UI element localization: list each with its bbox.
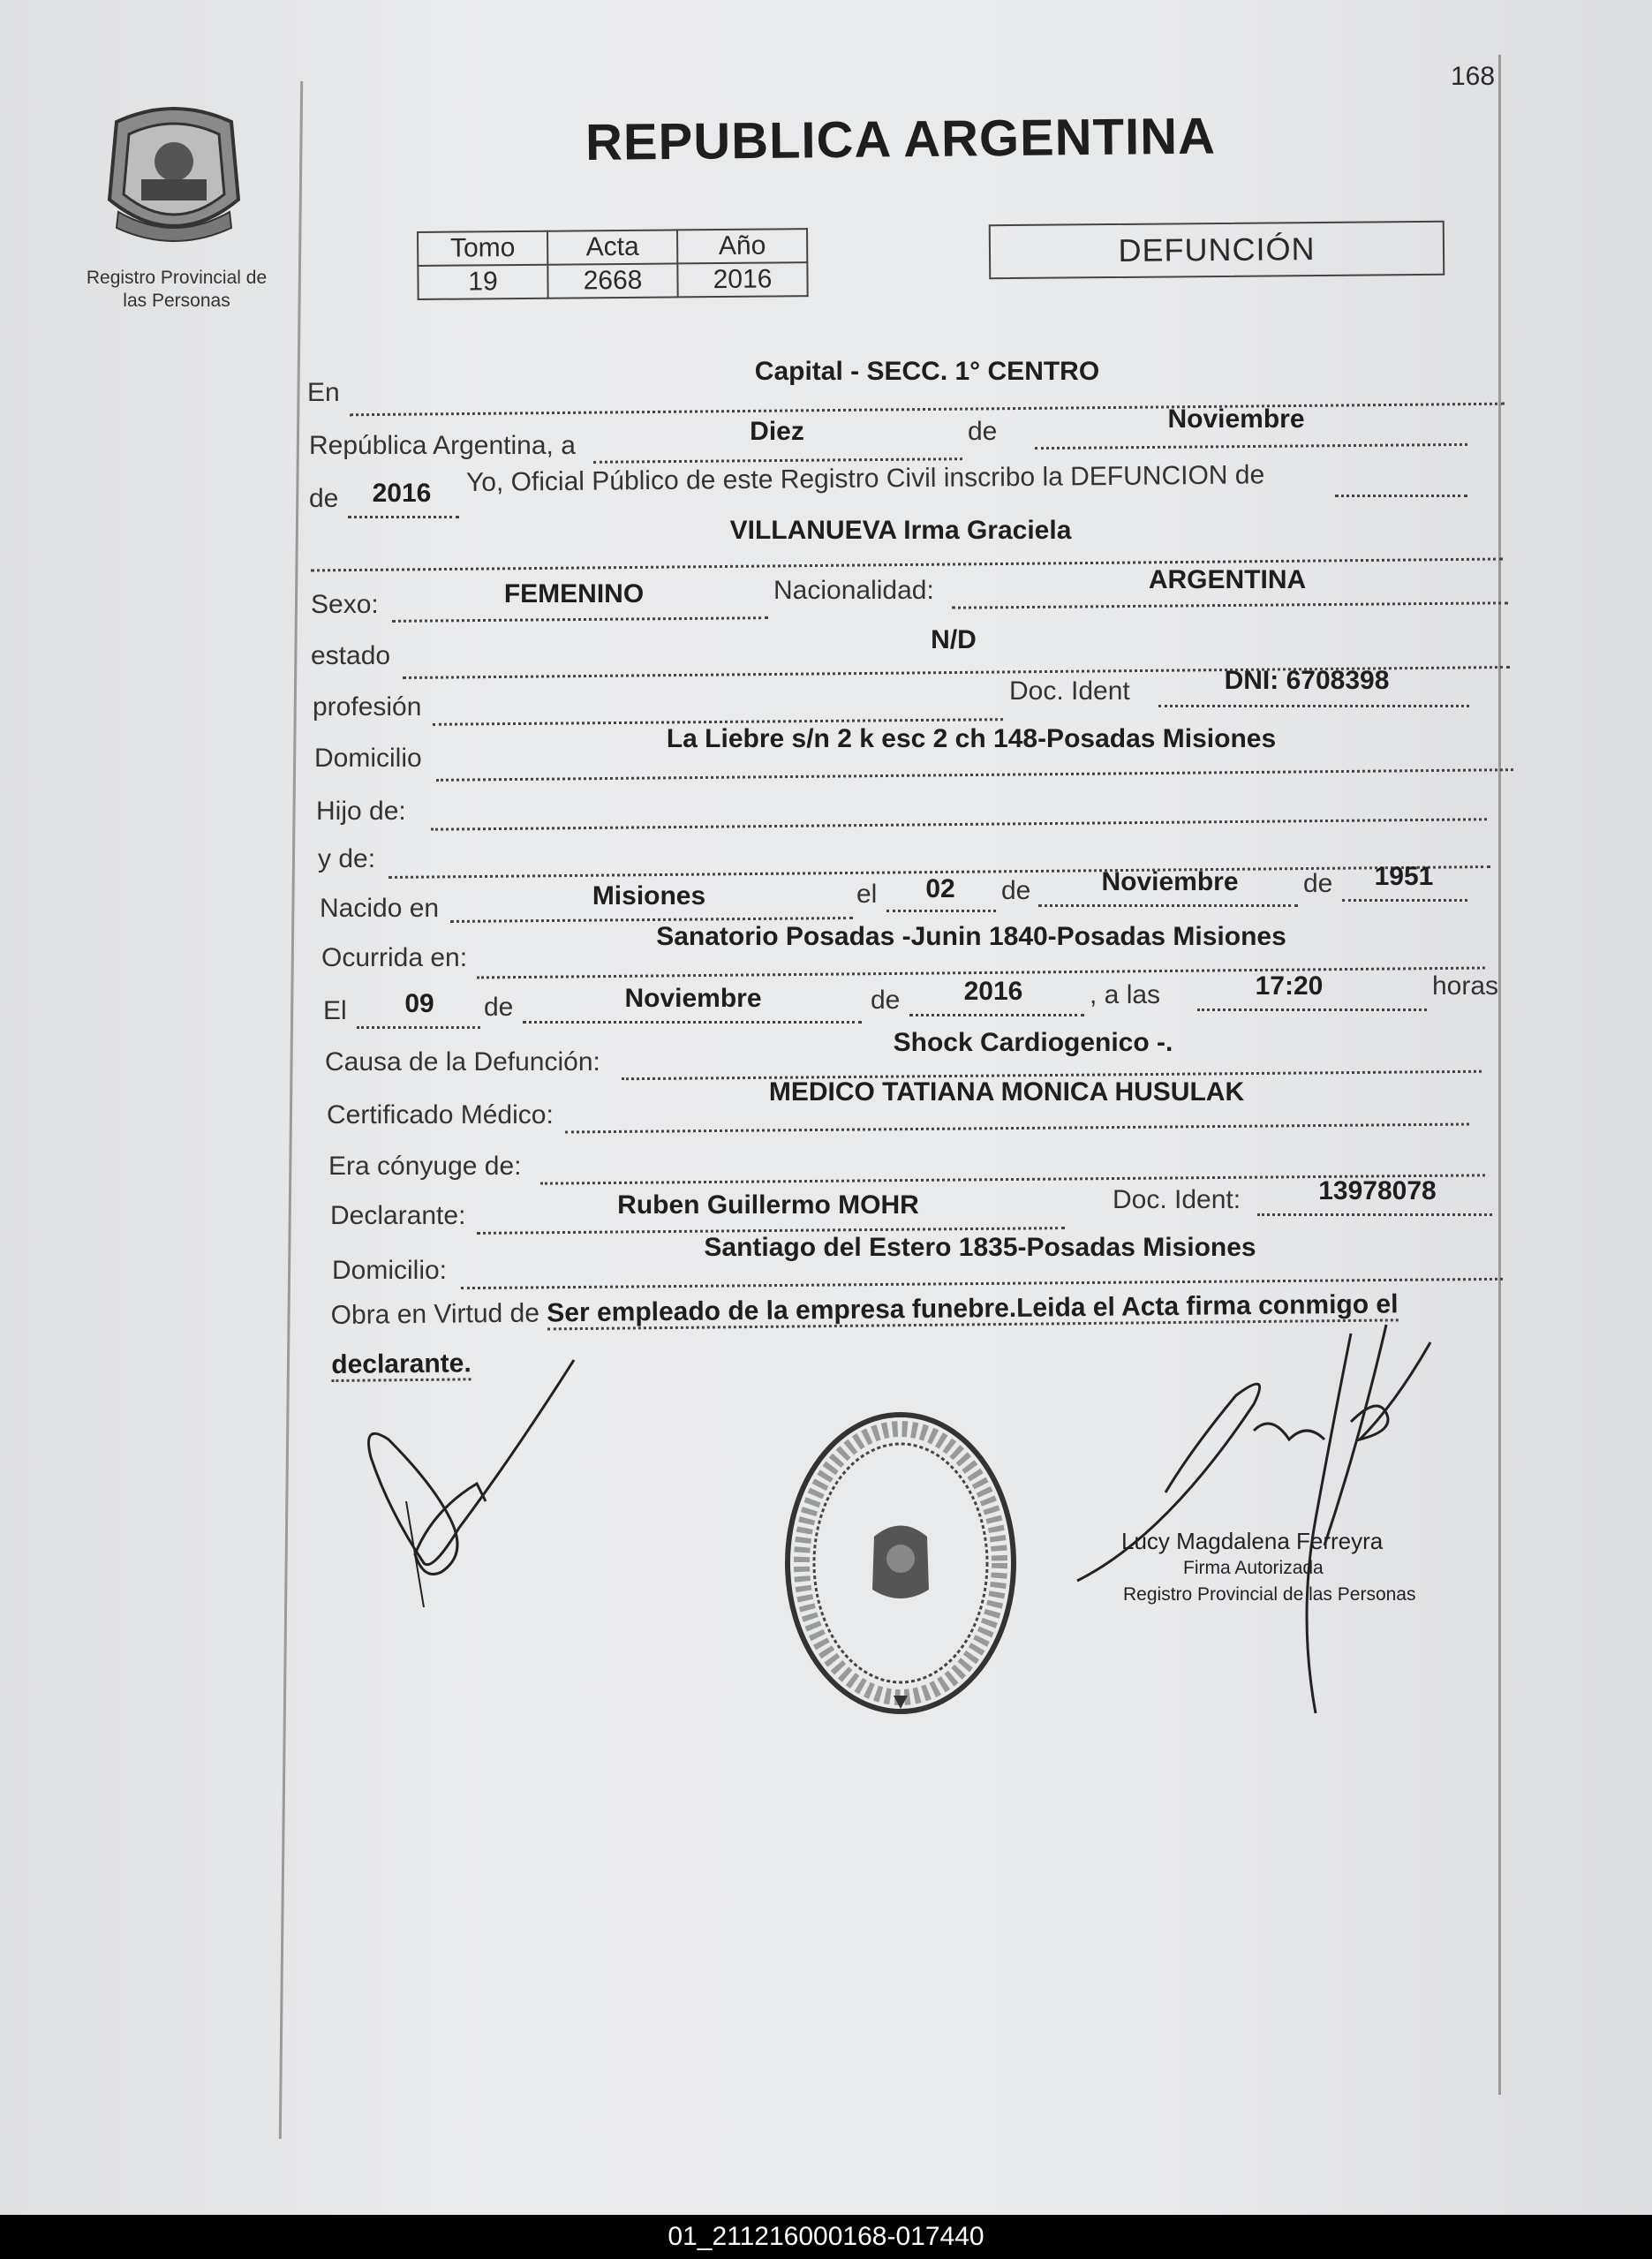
dotted-line	[593, 457, 962, 464]
field-doc-ident: DNI: 6708398	[1224, 666, 1390, 695]
label-conyuge: Era cónyuge de:	[328, 1152, 522, 1181]
dotted-line	[1257, 1213, 1492, 1216]
dotted-line	[1035, 443, 1467, 450]
label-sexo: Sexo:	[311, 590, 379, 619]
field-def-anio: 2016	[963, 977, 1023, 1006]
dotted-line	[392, 616, 768, 623]
label-obra: Obra en Virtud de	[330, 1298, 540, 1331]
official-role: Firma Autorizada	[1183, 1558, 1324, 1578]
record-table-value-row	[418, 262, 807, 299]
field-obra-virtud: Ser empleado de la empresa funebre.Leida el Acta firma conmigo el declarante.	[331, 1289, 1399, 1382]
record-table-cell: 2668	[547, 263, 677, 298]
label-domicilio2: Domicilio:	[332, 1256, 448, 1285]
field-def-hora: 17:20	[1255, 971, 1324, 1001]
record-table-cell: 2016	[677, 262, 807, 297]
official-stamp	[777, 1404, 1024, 1722]
label-de4: de	[484, 993, 514, 1022]
record-table-header: Año	[677, 229, 807, 263]
field-sexo: FEMENINO	[503, 579, 645, 608]
label-profesion: profesión	[313, 692, 422, 722]
dotted-line	[1342, 899, 1467, 902]
field-causa: Shock Cardiogenico -.	[893, 1028, 1173, 1057]
label-a-las: , a las	[1090, 980, 1161, 1009]
dotted-line	[1158, 705, 1469, 707]
field-certificado: MEDICO TATIANA MONICA HUSULAK	[768, 1077, 1245, 1107]
field-nac-mes: Noviembre	[1101, 867, 1239, 896]
field-def-dia: 09	[404, 989, 434, 1018]
record-table-header: Acta	[547, 230, 677, 264]
label-en: En	[307, 378, 340, 407]
record-type-box: DEFUNCIÓN	[989, 221, 1445, 280]
label-nacido-en: Nacido en	[320, 894, 440, 923]
label-ocurrida-en: Ocurrida en:	[321, 943, 468, 972]
dotted-line	[952, 601, 1508, 608]
dotted-line	[436, 768, 1513, 782]
label-el: el	[856, 880, 878, 909]
official-signature	[1060, 1316, 1466, 1722]
field-nombre: VILLANUEVA Irma Graciela	[729, 516, 1072, 545]
label-causa: Causa de la Defunción:	[325, 1047, 600, 1077]
left-margin-line	[279, 81, 303, 2139]
dotted-line	[431, 818, 1487, 830]
field-domicilio: La Liebre s/n 2 k esc 2 ch 148-Posadas Misiones	[666, 724, 1277, 753]
field-estado: N/D	[931, 625, 977, 654]
label-doc-ident2: Doc. Ident:	[1113, 1185, 1241, 1214]
label-doc-ident: Doc. Ident	[1009, 676, 1130, 706]
field-declarante-domicilio: Santiago del Estero 1835-Posadas Misiones	[704, 1233, 1256, 1262]
label-el-cap: El	[323, 996, 347, 1025]
official-org: Registro Provincial de las Personas	[1123, 1584, 1416, 1605]
label-declarante: Declarante:	[330, 1201, 466, 1230]
field-mes: Noviembre	[1167, 404, 1305, 434]
record-table-header-row	[418, 229, 807, 266]
label-de: de	[968, 417, 998, 446]
label-domicilio: Domicilio	[314, 744, 422, 773]
field-dia-letras: Diez	[750, 417, 804, 446]
label-de2: de	[1001, 876, 1031, 905]
label-horas: horas	[1432, 971, 1499, 1001]
right-margin-line	[1498, 55, 1501, 2095]
dotted-line	[523, 1021, 862, 1024]
dotted-line	[909, 1014, 1084, 1016]
label-republica: República Argentina, a	[309, 431, 576, 460]
label-hijo-de: Hijo de:	[316, 797, 406, 826]
field-declarante: Ruben Guillermo MOHR	[617, 1190, 919, 1220]
record-table-cell: 19	[418, 265, 547, 299]
label-de5: de	[871, 986, 901, 1015]
label-estado: estado	[311, 641, 391, 670]
page-number: 168	[1451, 62, 1496, 91]
record-table-header: Tomo	[418, 231, 547, 266]
field-nac-anio: 1951	[1374, 862, 1434, 891]
official-name: Lucy Magdalena Ferreyra	[1121, 1528, 1384, 1554]
field-nacido-en: Misiones	[592, 881, 706, 910]
dotted-line	[1197, 1009, 1427, 1011]
dotted-line	[886, 910, 996, 912]
registry-label-line1: Registro Provincial de	[86, 268, 268, 288]
dotted-line	[1335, 495, 1467, 497]
field-nac-dia: 02	[925, 874, 955, 903]
field-def-mes: Noviembre	[624, 984, 762, 1013]
label-y-de: y de:	[318, 844, 376, 873]
field-anio: 2016	[372, 479, 432, 508]
dotted-line	[565, 1123, 1469, 1134]
field-lugar: Capital - SECC. 1° CENTRO	[754, 357, 1100, 386]
dotted-line	[1038, 904, 1298, 907]
label-nacionalidad: Nacionalidad:	[773, 576, 934, 605]
registry-label	[71, 267, 283, 313]
dotted-line	[348, 516, 459, 518]
label-yo-oficial: Yo, Oficial Público de este Registro Civil inscribo la DEFUNCION de	[465, 460, 1265, 497]
document-id-footer: 01_211216000168-017440	[0, 2215, 1652, 2259]
declarant-signature	[353, 1351, 592, 1616]
registry-label-line2: las Personas	[123, 291, 230, 311]
label-certificado: Certificado Médico:	[327, 1100, 554, 1130]
label-de3: de	[1303, 869, 1333, 898]
field-ocurrida-en: Sanatorio Posadas -Junin 1840-Posadas Misiones	[656, 922, 1286, 951]
field-declarante-doc: 13978078	[1318, 1176, 1437, 1205]
label-de-start: de	[309, 484, 339, 513]
record-table	[417, 228, 809, 300]
field-nacionalidad: ARGENTINA	[1148, 565, 1307, 594]
province-seal-logo	[99, 95, 249, 253]
document-title: REPUBLICA ARGENTINA	[585, 107, 1217, 171]
dotted-line	[357, 1026, 480, 1029]
